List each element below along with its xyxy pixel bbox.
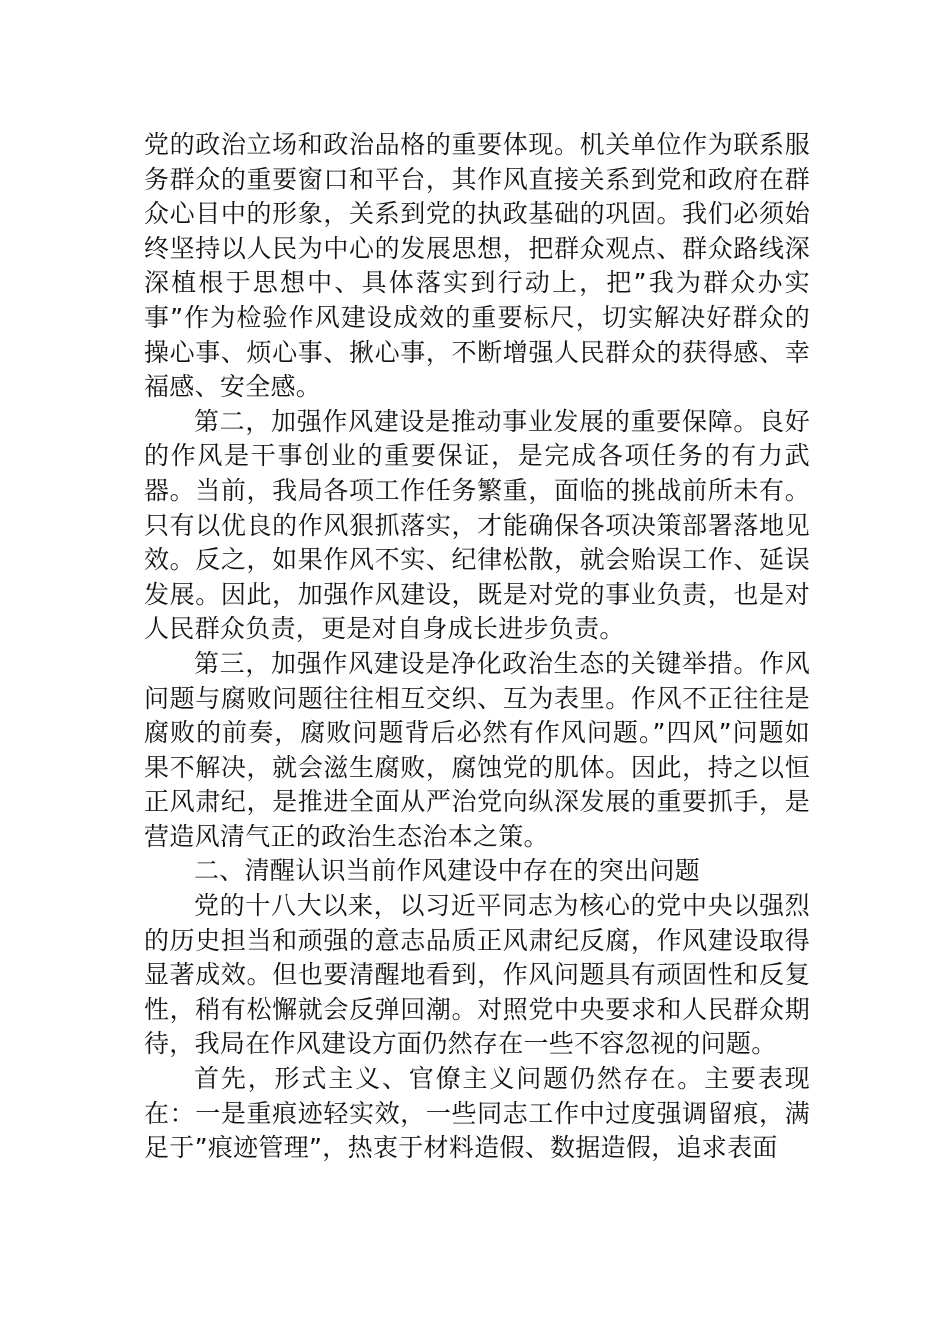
body-paragraph: 党的十八大以来，以习近平同志为核心的党中央以强烈的历史担当和顽强的意志品质正风肃纪反腐，作风建设取得显著成效。但也要清醒地看到，作风问题具有顽固性和反复性，稍有松懈就会反弹回潮。对照党中央要求和人民群众期待，我局在作风建设方面仍然存在一些不容忽视的问题。 (144, 891, 810, 1059)
document-page (144, 128, 810, 1166)
body-paragraph: 第二，加强作风建设是推动事业发展的重要保障。良好的作风是干事创业的重要保证，是完成各项任务的有力武器。当前，我局各项工作任务繁重，面临的挑战前所未有。只有以优良的作风狠抓落实，才能确保各项决策部署落地见效。反之，如果作风不实、纪律松散，就会贻误工作、延误发展。因此，加强作风建设，既是对党的事业负责，也是对人民群众负责，更是对自身成长进步负责。 (144, 406, 810, 644)
body-paragraph: 第三，加强作风建设是净化政治生态的关键举措。作风问题与腐败问题往往相互交织、互为表里。作风不正往往是腐败的前奏，腐败问题背后必然有作风问题。”四风”问题如果不解决，就会滋生腐败，腐蚀党的肌体。因此，持之以恒正风肃纪，是推进全面从严治党向纵深发展的重要抓手，是营造风清气正的政治生态治本之策。 (144, 648, 810, 851)
body-paragraph: 首先，形式主义、官僚主义问题仍然存在。主要表现在：一是重痕迹轻实效，一些同志工作中过度强调留痕，满足于”痕迹管理”，热衷于材料造假、数据造假，追求表面 (144, 1064, 810, 1163)
section-heading: 二、清醒认识当前作风建设中存在的突出问题 (194, 856, 701, 886)
body-paragraph: 党的政治立场和政治品格的重要体现。机关单位作为联系服务群众的重要窗口和平台，其作风直接关系到党和政府在群众心目中的形象，关系到党的执政基础的巩固。我们必须始终坚持以人民为中心的发展思想，把群众观点、群众路线深深植根于思想中、具体落实到行动上，把”我为群众办实事”作为检验作风建设成效的重要标尺，切实解决好群众的操心事、烦心事、揪心事，不断增强人民群众的获得感、幸福感、安全感。 (144, 130, 810, 402)
